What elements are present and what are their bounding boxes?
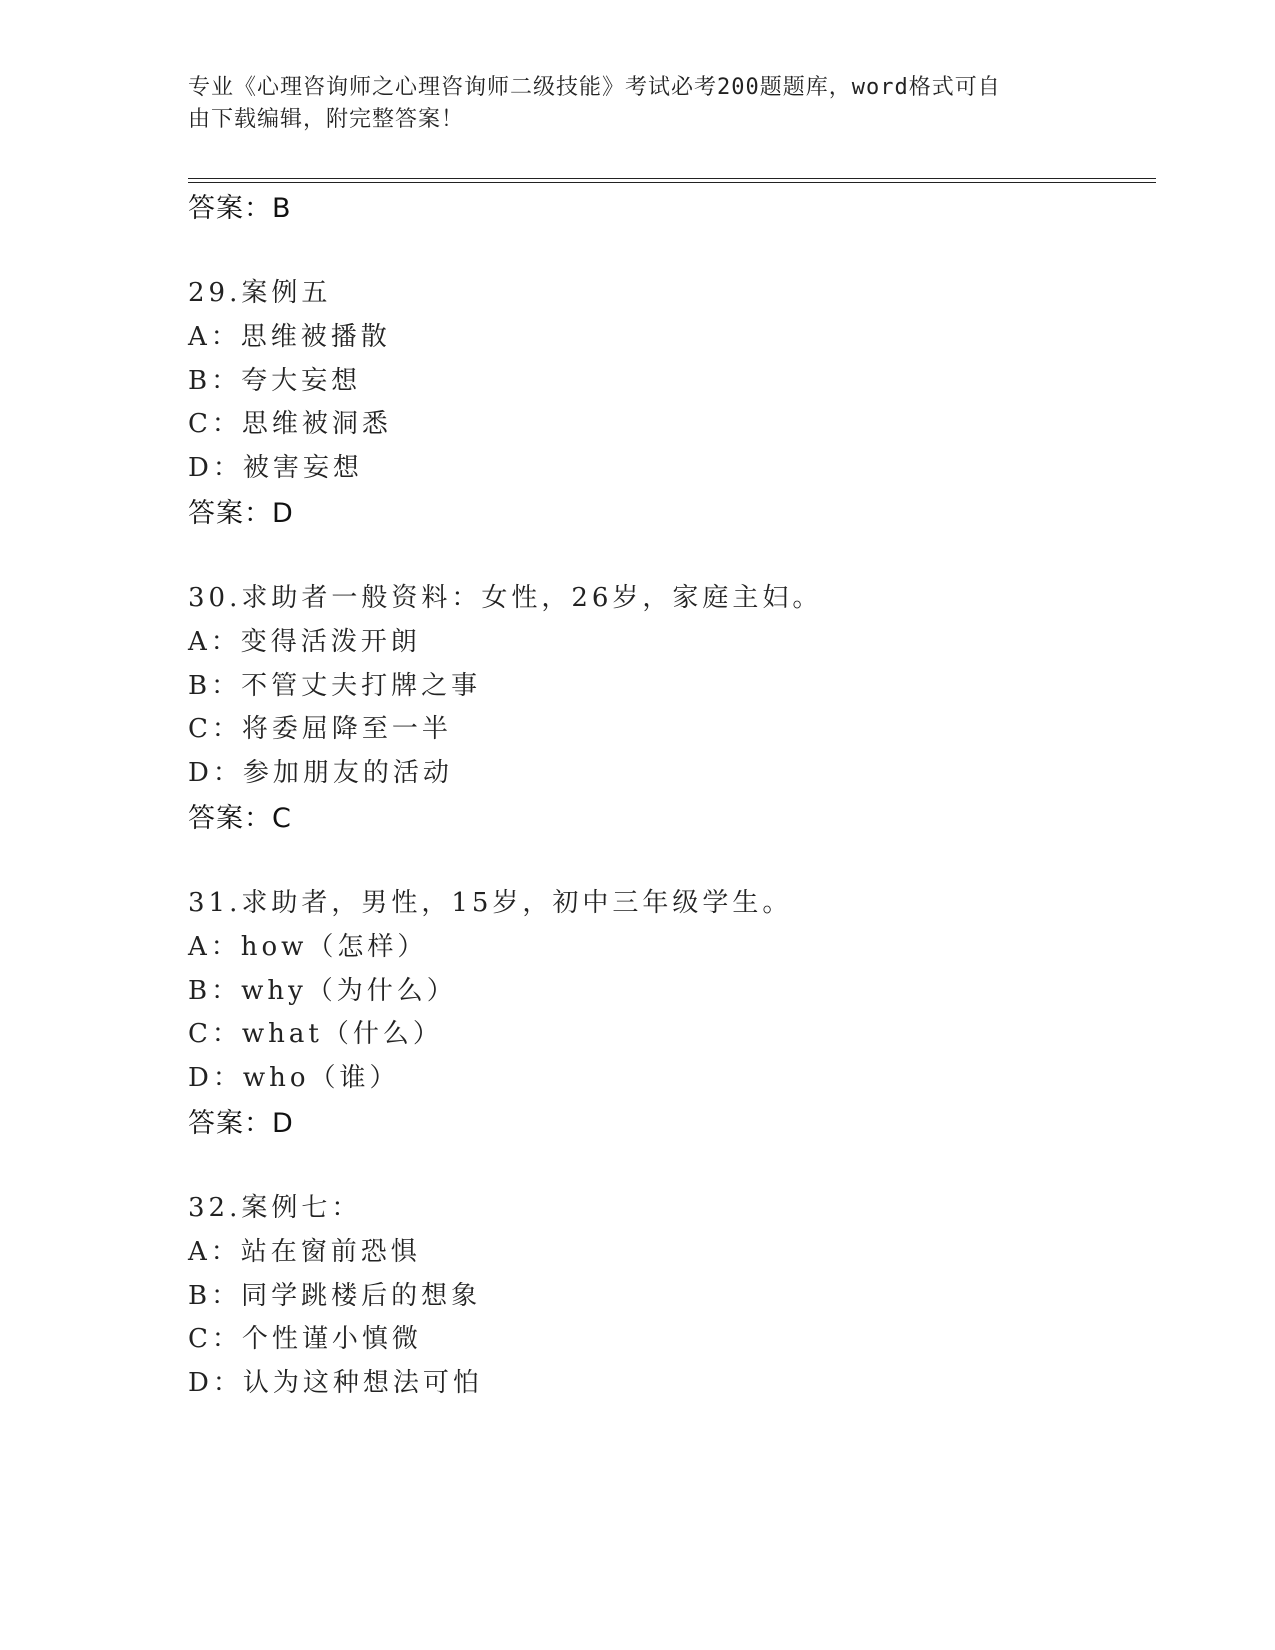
option-d: D：认为这种想法可怕 bbox=[188, 1368, 483, 1398]
answer-label: 答案：D bbox=[188, 1108, 294, 1139]
option-a: A：变得活泼开朗 bbox=[188, 627, 421, 657]
option-b: B：不管丈夫打牌之事 bbox=[188, 671, 482, 701]
header-line-1: 专业《心理咨询师之心理咨询师二级技能》考试必考200题题库，word格式可自 bbox=[188, 75, 1001, 100]
answer-label: 答案：B bbox=[188, 193, 292, 224]
option-a: A：思维被播散 bbox=[188, 322, 391, 352]
question-stem: 29.案例五 bbox=[188, 278, 332, 308]
option-c: C：what（什么） bbox=[188, 1019, 443, 1049]
header-divider-bottom bbox=[188, 182, 1156, 183]
option-c: C：思维被洞悉 bbox=[188, 409, 392, 439]
question-stem: 32.案例七： bbox=[188, 1193, 362, 1223]
answer-label: 答案：C bbox=[188, 803, 292, 834]
option-b: B：why（为什么） bbox=[188, 976, 457, 1006]
option-d: D：who（谁） bbox=[188, 1063, 400, 1093]
option-c: C：个性谨小慎微 bbox=[188, 1324, 422, 1354]
option-a: A：站在窗前恐惧 bbox=[188, 1237, 421, 1267]
document-header bbox=[188, 72, 1088, 136]
option-c: C：将委屈降至一半 bbox=[188, 714, 452, 744]
answer-label: 答案：D bbox=[188, 498, 294, 529]
header-divider-top bbox=[188, 178, 1156, 179]
option-a: A：how（怎样） bbox=[188, 932, 428, 962]
option-b: B：同学跳楼后的想象 bbox=[188, 1281, 482, 1311]
question-stem: 30.求助者一般资料：女性，26岁，家庭主妇。 bbox=[188, 583, 823, 613]
option-b: B：夸大妄想 bbox=[188, 366, 362, 396]
option-d: D：参加朋友的活动 bbox=[188, 758, 453, 788]
option-d: D：被害妄想 bbox=[188, 453, 363, 483]
question-stem: 31.求助者，男性，15岁，初中三年级学生。 bbox=[188, 888, 793, 918]
header-line-2: 由下载编辑，附完整答案！ bbox=[188, 107, 465, 132]
